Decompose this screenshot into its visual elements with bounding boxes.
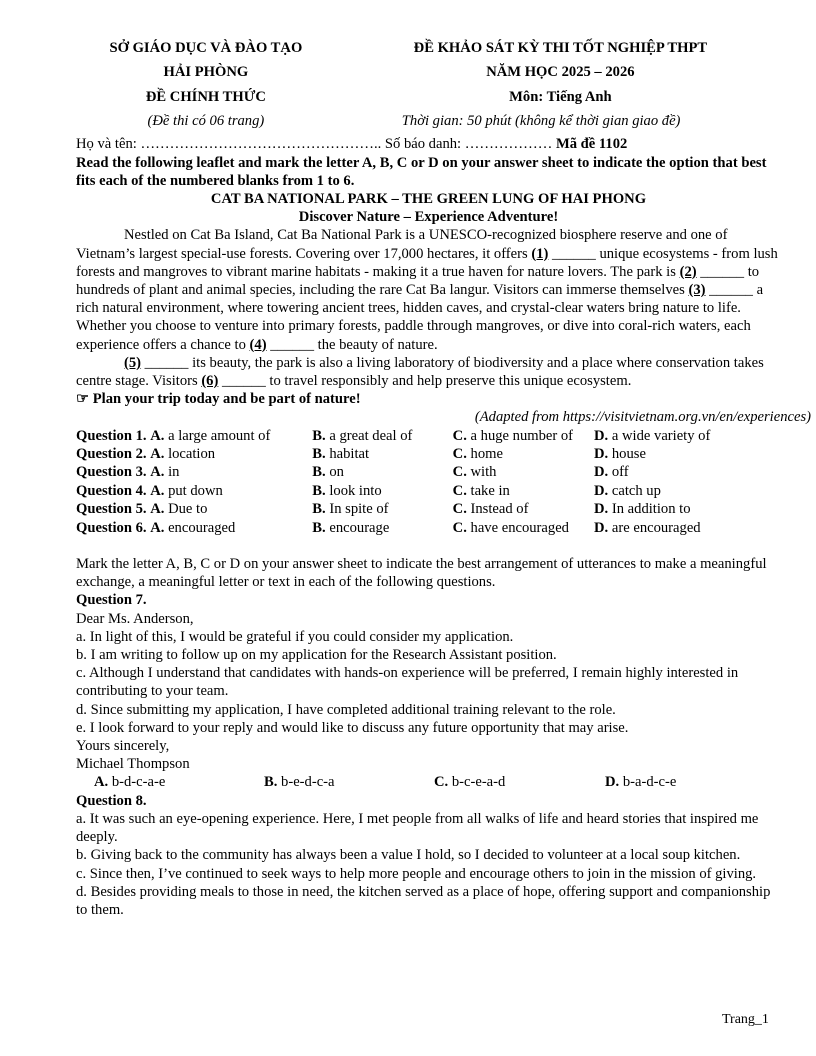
option-a: [76, 482, 312, 500]
school-year: NĂM HỌC 2025 – 2026: [486, 64, 635, 81]
option-text: with: [470, 464, 497, 481]
exam-code: Mã đề 1102: [555, 135, 628, 152]
option-text: habitat: [329, 446, 370, 463]
question-label: Question 4.: [76, 482, 147, 499]
option-text: catch up: [611, 482, 661, 499]
section1-instruction: Read the following leaflet and mark the letter A, B, C or D on your answer sheet to indicate the option that best fits each of the numbered blanks from 1 to 6.: [76, 154, 767, 189]
cta-text: Plan your trip today and be part of nature!: [92, 391, 361, 408]
question-row: [76, 463, 796, 481]
option-letter: C.: [452, 482, 467, 499]
header-right: [340, 36, 781, 134]
option-d: [594, 482, 796, 500]
option-text: in: [168, 464, 180, 481]
question-8-lines: [76, 810, 781, 919]
option-a: [76, 445, 312, 463]
option-d: [594, 463, 796, 481]
leaflet-title: CAT BA NATIONAL PARK – THE GREEN LUNG OF HAI PHONG: [210, 190, 647, 207]
text-run: ______ to travel responsibly and help preserve this unique ecosystem.: [218, 373, 632, 389]
pointing-hand-icon: ☞: [76, 391, 90, 408]
option-text: a wide variety of: [611, 427, 711, 444]
option-text: put down: [168, 482, 223, 499]
option-letter: B.: [312, 501, 326, 518]
letter-line: a. In light of this, I would be grateful if you could consider my application.: [76, 628, 514, 645]
arrangement-option: [434, 773, 605, 791]
option-text: a huge number of: [470, 427, 574, 444]
question-row: [76, 445, 796, 463]
time-allowed: Thời gian: 50 phút (không kể thời gian giao đề): [401, 113, 681, 130]
option-letter: C.: [452, 519, 467, 536]
option-letter: A.: [150, 519, 165, 536]
text-run: ______ its beauty, the park is also a living laboratory of biodiversity and a place where conservation takes centre stage. Visitors: [76, 354, 764, 389]
option-letter: B.: [312, 446, 326, 463]
option-text: a great deal of: [329, 427, 413, 444]
text-run: ______ a rich natural environment, where towering ancient trees, hidden caves, and crystal-clear waters bring nature to life. Whether you choose to venture into primary forests, paddle through mangroves, or dive into coral-rich waters, each experience offers a chance to: [76, 281, 764, 353]
option-letter: A.: [150, 446, 165, 463]
text-run: ______ unique ecosystems - from lush forests and mangroves to vibrant marine habitats - making it a true haven for nature lovers. The park is: [76, 245, 778, 280]
text-run: ______ the beauty of nature.: [266, 336, 438, 353]
option-text: Instead of: [470, 501, 529, 518]
letter-line: Yours sincerely,: [76, 738, 170, 755]
official-label: ĐỀ CHÍNH THỨC: [145, 88, 266, 105]
blank-1: (1): [531, 245, 549, 262]
option-letter: A.: [150, 482, 165, 499]
option-b: [312, 463, 452, 481]
blank-2: (2): [679, 263, 697, 280]
blank-5: (5): [124, 354, 142, 371]
option-a: [76, 519, 312, 537]
option-c: [453, 519, 594, 537]
option-text: b-e-d-c-a: [277, 774, 335, 791]
option-letter: D.: [594, 482, 609, 499]
option-text: are encouraged: [611, 519, 701, 536]
option-d: [594, 445, 796, 463]
option-b: [312, 519, 452, 537]
letter-line: b. I am writing to follow up on my application for the Research Assistant position.: [76, 647, 557, 664]
option-letter: C.: [452, 446, 467, 463]
option-text: encouraged: [168, 519, 236, 536]
option-letter: D.: [594, 519, 609, 536]
option-text: In addition to: [611, 501, 691, 518]
option-text: home: [470, 446, 503, 463]
option-text: b-c-e-a-d: [448, 774, 506, 791]
option-letter: C.: [452, 427, 467, 444]
source-citation: (Adapted from https://visitvietnam.org.vn/en/experiences): [474, 409, 811, 426]
option-text: on: [329, 464, 344, 481]
question-row: [76, 500, 796, 518]
option-d: [594, 519, 796, 537]
option-letter: B.: [312, 519, 326, 536]
option-text: b-d-c-a-e: [108, 774, 166, 791]
exam-page: [76, 36, 811, 919]
text-run: ______ to hundreds of plant and animal species, including the rare Cat Ba langur. Visitors can immerse themselves: [76, 263, 760, 298]
option-text: house: [611, 446, 646, 463]
sentence-line: c. Since then, I’ve continued to seek ways to help more people and encourage others to join in the mission of giving.: [76, 865, 757, 882]
option-b: [312, 445, 452, 463]
department-name: SỞ GIÁO DỤC VÀ ĐÀO TẠO: [109, 40, 303, 56]
option-text: b-a-d-c-e: [619, 774, 677, 791]
option-text: In spite of: [329, 501, 389, 518]
letter-line: e. I look forward to your reply and would like to discuss any future opportunity that may arise.: [76, 719, 629, 736]
option-text: look into: [329, 482, 382, 499]
leaflet-paragraph-1: [76, 226, 781, 353]
option-b: [312, 482, 452, 500]
option-c: [453, 463, 594, 481]
arrangement-option: [264, 773, 434, 791]
option-letter: B.: [312, 427, 326, 444]
blank-6: (6): [201, 373, 219, 389]
option-letter: B.: [312, 464, 326, 481]
option-c: [453, 482, 594, 500]
leaflet-subtitle: Discover Nature – Experience Adventure!: [298, 209, 559, 226]
questions-1-6-table: [76, 427, 796, 537]
candidate-info-line: [76, 134, 781, 154]
letter-line: Dear Ms. Anderson,: [76, 610, 194, 627]
question-row: [76, 427, 796, 445]
letter-line: c. Although I understand that candidates with hands-on experience will be preferred, I remain highly interested in contributing to your team.: [76, 665, 739, 700]
call-to-action: [76, 390, 781, 408]
blank-3: (3): [688, 281, 706, 298]
sentence-line: a. It was such an eye-opening experience. Here, I met people from all walks of life and heard stories that inspired me deeply.: [76, 810, 759, 846]
letter-line: d. Since submitting my application, I have completed additional training relevant to the role.: [76, 701, 616, 718]
question-label: Question 1.: [76, 427, 147, 444]
option-letter: C.: [452, 501, 467, 518]
option-c: [453, 500, 594, 518]
option-a: [76, 427, 312, 445]
option-letter: D.: [594, 464, 609, 481]
question-label: Question 3.: [76, 464, 147, 481]
option-letter: D.: [594, 501, 609, 518]
sentence-line: b. Giving back to the community has always been a value I hold, so I decided to volunteer at a local soup kitchen.: [76, 847, 741, 864]
option-text: have encouraged: [470, 519, 569, 536]
option-d: [594, 427, 796, 445]
exam-header: [76, 36, 781, 134]
text-run: Nestled on Cat Ba Island, Cat Ba National Park is a UNESCO-recognized biosphere reserve and one of Vietnam’s largest special-use forests. Covering over 17,000 hectares, it offers: [76, 227, 728, 262]
section2-instruction: Mark the letter A, B, C or D on your answer sheet to indicate the best arrangement of utterances to make a meaningful exchange, a meaningful letter or text in each of the following questions.: [76, 556, 767, 591]
option-text: a large amount of: [168, 427, 271, 444]
header-left: [76, 36, 336, 134]
option-c: [453, 445, 594, 463]
option-text: off: [611, 464, 629, 481]
arrangement-option: [605, 773, 755, 791]
exam-title: ĐỀ KHẢO SÁT KỲ THI TỐT NGHIỆP THPT: [413, 40, 708, 56]
blank-4: (4): [249, 336, 267, 353]
option-letter: D.: [605, 774, 620, 791]
option-text: location: [168, 446, 216, 463]
city-name: HẢI PHÒNG: [163, 64, 249, 81]
option-b: [312, 500, 452, 518]
option-a: [76, 500, 312, 518]
option-letter: C.: [434, 774, 449, 791]
option-letter: D.: [594, 427, 609, 444]
option-letter: C.: [452, 464, 467, 481]
question-7-lines: [76, 610, 781, 774]
letter-line: Michael Thompson: [76, 756, 190, 773]
option-letter: B.: [264, 774, 278, 791]
arrangement-option: [94, 773, 264, 791]
option-text: take in: [470, 482, 510, 499]
option-d: [594, 500, 796, 518]
candidate-fields: Họ và tên: ………………………………………….. Số báo danh: ………………: [76, 135, 556, 152]
question-7-label: Question 7.: [76, 592, 147, 609]
question-8-label: Question 8.: [76, 792, 147, 809]
question-label: Question 6.: [76, 519, 147, 536]
question-label: Question 5.: [76, 501, 147, 518]
option-letter: A.: [150, 501, 165, 518]
option-letter: A.: [150, 427, 165, 444]
page-number: Trang_1: [722, 1012, 769, 1027]
question-row: [76, 519, 796, 537]
option-c: [453, 427, 594, 445]
option-text: Due to: [168, 501, 208, 518]
question-7-options: [76, 773, 781, 791]
question-label: Question 2.: [76, 446, 147, 463]
option-a: [76, 463, 312, 481]
option-letter: A.: [150, 464, 165, 481]
option-letter: A.: [94, 774, 109, 791]
page-count-note: (Đề thi có 06 trang): [147, 113, 265, 130]
option-text: encourage: [329, 519, 390, 536]
option-letter: D.: [594, 446, 609, 463]
leaflet-paragraph-2: [76, 354, 781, 390]
subject: Môn: Tiếng Anh: [509, 88, 612, 105]
sentence-line: d. Besides providing meals to those in need, the kitchen served as a place of hope, offering support and companionship to them.: [76, 883, 771, 918]
question-row: [76, 482, 796, 500]
option-b: [312, 427, 452, 445]
option-letter: B.: [312, 482, 326, 499]
